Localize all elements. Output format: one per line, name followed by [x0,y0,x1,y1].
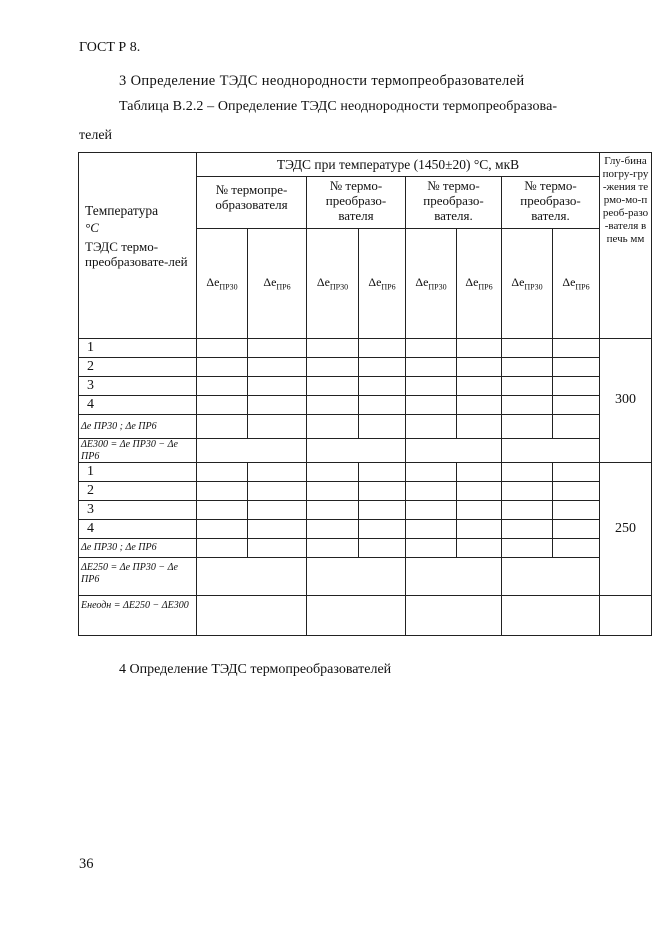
table-row [79,520,652,539]
delta-symbol: Δе [465,274,479,289]
difference-row [79,439,652,463]
section-3-title: 3 Определение ТЭДС неоднородности термопреобразователей [119,73,525,89]
inhomogeneity-row [79,596,652,636]
row-number: 1 [79,463,197,482]
thermo-header-2: № термо-преобразо-вателя [307,177,406,229]
delta-symbol: Δе [562,274,576,289]
subscript-pr30: ПР30 [329,282,349,292]
subscript-pr6: ПР6 [478,282,493,292]
table-row [79,396,652,415]
delta-e-pr6-header [248,229,307,339]
table-row [79,377,652,396]
delta-e-pr6-header [553,229,600,339]
table-caption-continuation: телей [79,128,113,143]
depth-header [600,153,652,339]
row-number: 4 [79,520,197,539]
delta-e-pr30-header [307,229,359,339]
temperature-label: Температура [85,203,159,218]
table-caption: Таблица В.2.2 – Определение ТЭДС неоднородности термопреобразова- [119,99,558,114]
document-header: ГОСТ Р 8. [79,40,141,55]
depth-value-250: 250 [600,463,652,596]
row-number: 4 [79,396,197,415]
delta-e-pr30-header [502,229,553,339]
emf-group-header: ТЭДС при температуре (1450±20) °С, мкВ [197,153,600,177]
difference-label-300: ΔE300 = Δe ПР30 − Δe ПР6 [79,439,197,463]
temperature-header-cell [79,153,197,339]
row-number: 1 [79,339,197,358]
temperature-unit: °C [85,220,99,236]
table-row [79,358,652,377]
delta-e-pr6-header [457,229,502,339]
thermo-header-4: № термо-преобразо-вателя. [502,177,600,229]
row-number: 2 [79,482,197,501]
delta-symbol: Δе [511,274,525,289]
subscript-pr6: ПР6 [276,282,291,292]
delta-symbol: Δе [368,274,382,289]
subscript-pr6: ПР6 [575,282,590,292]
inhomogeneity-label: Eнеодн = ΔE250 − ΔE300 [79,596,197,636]
thermo-header-3: № термо-преобразо-вателя. [406,177,502,229]
delta-e-pr30-header [406,229,457,339]
row-number: 3 [79,501,197,520]
difference-label-250: ΔE250 = Δe ПР30 − Δe ПР6 [79,558,197,596]
table-row [79,501,652,520]
emf-label: ТЭДС термо-преобразовате-лей [85,238,188,270]
subscript-pr30: ПР30 [524,282,543,292]
difference-row [79,558,652,596]
page-number: 36 [79,856,94,872]
delta-symbol: Δе [415,274,429,289]
mean-label: Δe ПР30 ; Δe ПР6 [79,539,197,558]
delta-symbol: Δе [316,274,330,289]
emf-inhomogeneity-table [78,152,652,636]
mean-row [79,539,652,558]
mean-label: Δe ПР30 ; Δe ПР6 [79,415,197,439]
row-number: 3 [79,377,197,396]
depth-value-300: 300 [600,339,652,463]
table-row [79,339,652,358]
delta-e-pr6-header [359,229,406,339]
delta-e-pr30-header [197,229,248,339]
subscript-pr6: ПР6 [381,282,396,292]
depth-header-text: Глу-бина погру-гру-жения термо-мо-преоб-разо-вателя в печь мм [602,155,649,245]
subscript-pr30: ПР30 [219,282,238,292]
thermo-header-1: № термопре-образователя [197,177,307,229]
delta-symbol: Δе [263,274,277,289]
mean-row [79,415,652,439]
subscript-pr30: ПР30 [428,282,447,292]
table-row [79,463,652,482]
row-number: 2 [79,358,197,377]
delta-symbol: Δе [206,274,220,289]
table-row [79,482,652,501]
section-4-title: 4 Определение ТЭДС термопреобразователей [119,662,392,677]
